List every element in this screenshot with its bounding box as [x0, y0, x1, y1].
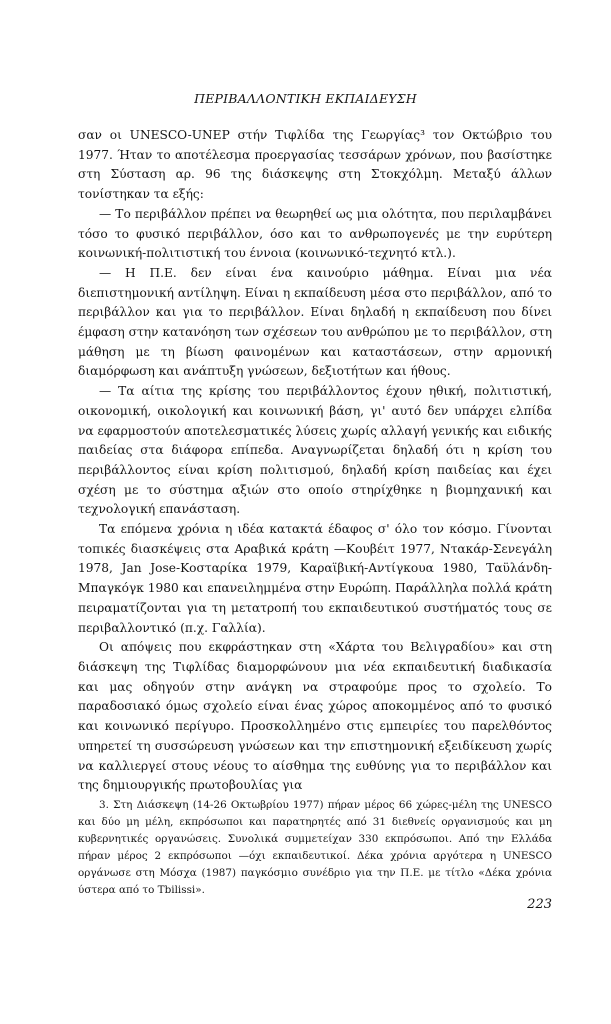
paragraph: Τα επόμενα χρόνια η ιδέα κατακτά έδαφος σ' όλο τον κόσμο. Γίνονται τοπικές διασκέψεις στα Αραβικά κράτη —Κουβέιτ 1977, Ντακάρ-Σενεγάλη 1978, Jan Jose-Κοσταρίκα 1979, Καραϊβική-Αντίγκουα 1980, Ταϋλάνδη-Μπαγκόγκ 1980 και επανειλημμένα στην Ευρώπη. Παράλληλα πολλά κράτη πειραματίζονται για τη μετατροπή του εκπαιδευτικού συστήματός τους σε περιβαλλοντικό (π.χ. Γαλλία).	[78, 522, 552, 635]
main-text	[78, 126, 552, 796]
paragraph: — Η Π.Ε. δεν είναι ένα καινούριο μάθημα. Είναι μια νέα διεπιστημονική αντίληψη. Είναι η εκπαίδευση μέσα στο περιβάλλον, από το περιβάλλον και για το περιβάλλον. Είναι δηλαδή η εκπαίδευση που δίνει έμφαση στην κατανόηση των σχέσεων του ανθρώπου με το περιβάλλον, στη μάθηση με τη βίωση φαινομένων και καταστάσεων, στην αρμονική διαμόρφωση και ανάπτυξη γνώσεων, δεξιοτήτων και ήθους.	[78, 265, 552, 379]
running-title: ΠΕΡΙΒΑΛΛΟΝΤΙΚΗ ΕΚΠΑΙΔΕΥΣΗ	[194, 91, 417, 106]
paragraph: — Τα αίτια της κρίσης του περιβάλλοντος έχουν ηθική, πολιτιστική, οικονομική, οικολογική και κοινωνική βάση, γι' αυτό δεν υπάρχει ελπίδα να εφαρμοστούν αποτελεσματικές λύσεις χωρίς αλλαγή γενικής και ειδικής παιδείας στα διάφορα επίπεδα. Αναγνωρίζεται δηλαδή ότι η κρίση του περιβάλλοντος είναι κρίση πολιτισμού, δηλαδή κρίση παιδείας και έχει σχέση με το σύστημα αξιών στο οποίο στηρίχθηκε η βιομηχανική και τεχνολογική επανάσταση.	[78, 384, 552, 517]
page-number: 223	[527, 897, 552, 912]
paragraph: σαν οι UNESCO-UNEP στήν Τιφλίδα της Γεωργίας³ τον Οκτώβριο του 1977. Ήταν το αποτέλεσμα προεργασίας τεσσάρων χρόνων, που βασίστηκε στη Σύσταση αρ. 96 της διάσκεψης στη Στοκχόλμη. Μεταξύ άλλων τονίστηκαν τα εξής:	[78, 128, 552, 202]
paragraph: Οι απόψεις που εκφράστηκαν στη «Χάρτα του Βελιγραδίου» και στη διάσκεψη της Τιφλίδας διαμορφώνουν μια νέα εκπαιδευτική διαδικασία και μας οδηγούν στην ανάγκη να στραφούμε προς το σχολείο. Το παραδοσιακό όμως σχολείο είναι ένας χώρος αποκομμένος από το φυσικό και κοινωνικό περίγυρο. Προσκολλημένο στις εμπειρίες του παρελθόντος υπηρετεί τη συσσώρευση γνώσεων και την επιστημονική εξειδίκευση χωρίς να καλλιεργεί στους νέους το αίσθημα της ευθύνης για το περιβάλλον και της δημιουργικής πρωτοβουλίας για	[78, 640, 552, 793]
paragraph: — Το περιβάλλον πρέπει να θεωρηθεί ως μια ολότητα, που περιλαμβάνει τόσο το φυσικό περιβάλλον, όσο και το ανθρωπογενές με την ευρύτερη κοινωνική-πολιτιστική του έννοια (κοινωνικό-τεχνητό κτλ.).	[78, 206, 552, 261]
footnote-text: 3. Στη Διάσκεψη (14-26 Οκτωβρίου 1977) πήραν μέρος 66 χώρες-μέλη της UNESCO και δύο μη μέλη, εκπρόσωποι και παρατηρητές από 31 διεθνείς οργανισμούς και μη κυβερνητικές οργανώσεις. Συνολικά συμμετείχαν 330 εκπρόσωποι. Από την Ελλάδα πήραν μέρος 2 εκπρόσωποι —όχι εκπαιδευτικοί. Δέκα χρόνια αργότερα η UNESCO οργάνωσε στη Μόσχα (1987) παγκόσμιο συνέδριο για την Π.Ε. με τίτλο «Δέκα χρόνια ύστερα από το Tbilissi».	[78, 799, 552, 896]
footnote	[78, 797, 552, 899]
